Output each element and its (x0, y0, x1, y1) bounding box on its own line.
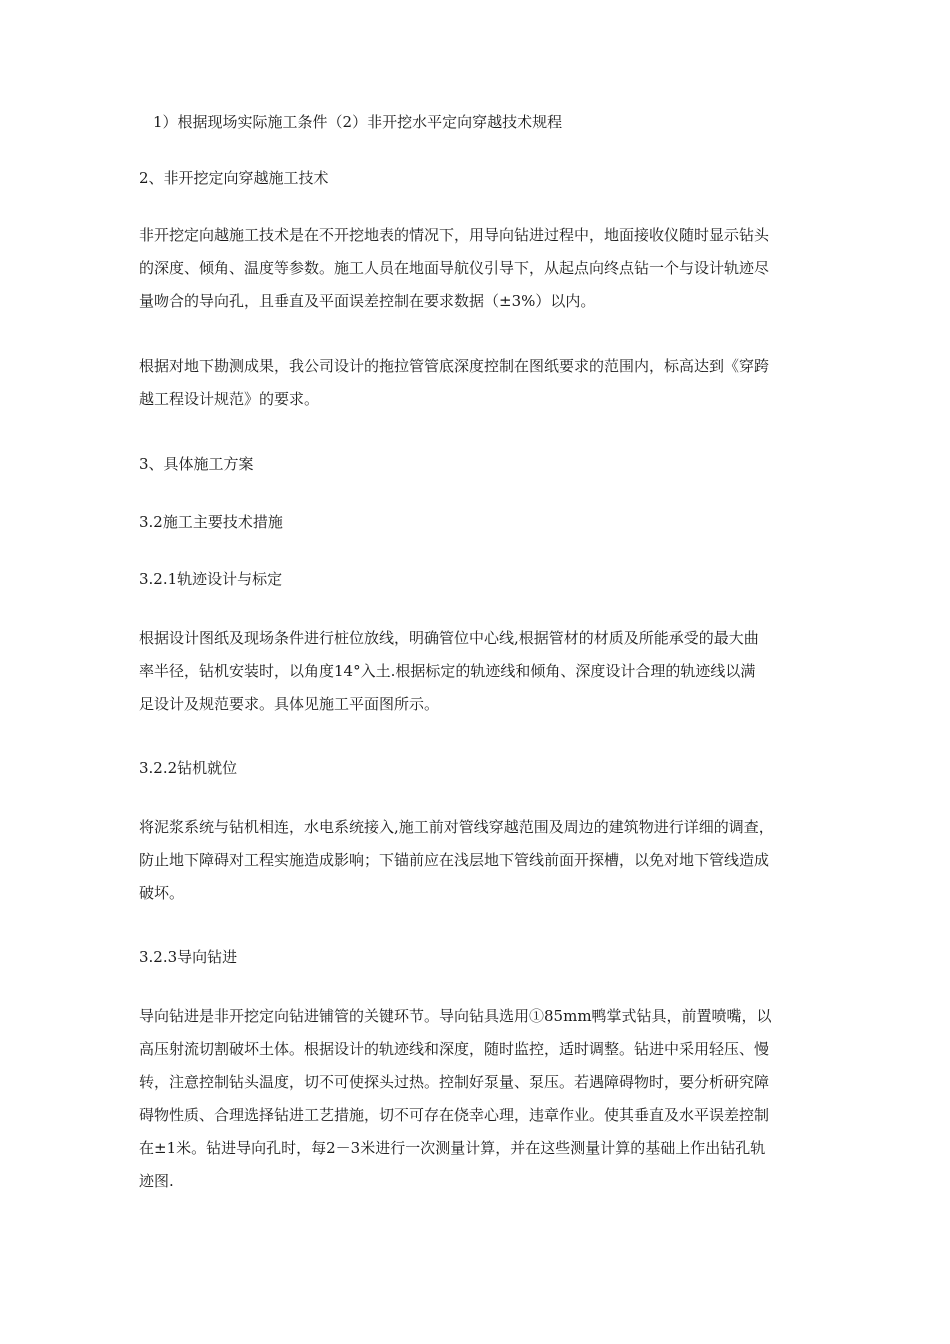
paragraph-4-line: 将泥浆系统与钻机相连，水电系统接入,施工前对管线穿越范围及周边的建筑物进行详细的调查， (139, 818, 774, 836)
paragraph-5-line: 在±1米。钻进导向孔时，每2－3米进行一次测量计算，并在这些测量计算的基础上作出钻孔轨 (139, 1139, 766, 1157)
paragraph-5-line: 迹图. (139, 1172, 174, 1190)
paragraph-2-line: 根据对地下勘测成果，我公司设计的拖拉管管底深度控制在图纸要求的范围内，标高达到《穿跨 (139, 357, 770, 375)
section-3-2-2-heading: 3.2.2钻机就位 (139, 759, 238, 777)
section-2-heading: 2、非开挖定向穿越施工技术 (139, 169, 329, 187)
paragraph-5-line: 转，注意控制钻头温度，切不可使探头过热。控制好泵量、泵压。若遇障碍物时，要分析研究障 (139, 1073, 770, 1091)
intro-line: 1）根据现场实际施工条件（2）非开挖水平定向穿越技术规程 (153, 113, 563, 131)
paragraph-2-line: 越工程设计规范》的要求。 (139, 390, 320, 408)
paragraph-1 (139, 219, 811, 318)
paragraph-1-line: 非开挖定向越施工技术是在不开挖地表的情况下，用导向钻进过程中，地面接收仪随时显示钻头 (139, 226, 770, 244)
section-3-2-heading: 3.2施工主要技术措施 (139, 513, 283, 531)
paragraph-3 (139, 622, 811, 721)
paragraph-1-line: 的深度、倾角、温度等参数。施工人员在地面导航仪引导下，从起点向终点钻一个与设计轨迹尽 (139, 259, 770, 277)
paragraph-5-line: 高压射流切割破坏土体。根据设计的轨迹线和深度，随时监控，适时调整。钻进中采用轻压、慢 (139, 1040, 770, 1058)
paragraph-3-line: 率半径，钻机安装时，以角度14°入土.根据标定的轨迹线和倾角、深度设计合理的轨迹线以满 (139, 662, 756, 680)
section-3-2-1-heading: 3.2.1轨迹设计与标定 (139, 570, 283, 588)
paragraph-4 (139, 811, 811, 910)
paragraph-4-line: 防止地下障碍对工程实施造成影响；下锚前应在浅层地下管线前面开探槽，以免对地下管线造成 (139, 851, 770, 869)
paragraph-3-line: 根据设计图纸及现场条件进行桩位放线，明确管位中心线,根据管材的材质及所能承受的最大曲 (139, 629, 759, 647)
paragraph-5-line: 导向钻进是非开挖定向钻进铺管的关键环节。导向钻具选用①85mm鸭掌式钻具，前置喷嘴，以 (139, 1007, 772, 1025)
paragraph-4-line: 破坏。 (139, 884, 185, 902)
section-3-heading: 3、具体施工方案 (139, 455, 254, 473)
paragraph-2 (139, 350, 811, 416)
paragraph-5 (139, 1000, 811, 1198)
paragraph-5-line: 碍物性质、合理选择钻进工艺措施，切不可存在侥幸心理，违章作业。使其垂直及水平误差控制 (139, 1106, 770, 1124)
paragraph-1-line: 量吻合的导向孔，且垂直及平面误差控制在要求数据（±3%）以内。 (139, 292, 596, 310)
section-3-2-3-heading: 3.2.3导向钻进 (139, 948, 238, 966)
paragraph-3-line: 足设计及规范要求。具体见施工平面图所示。 (139, 695, 440, 713)
